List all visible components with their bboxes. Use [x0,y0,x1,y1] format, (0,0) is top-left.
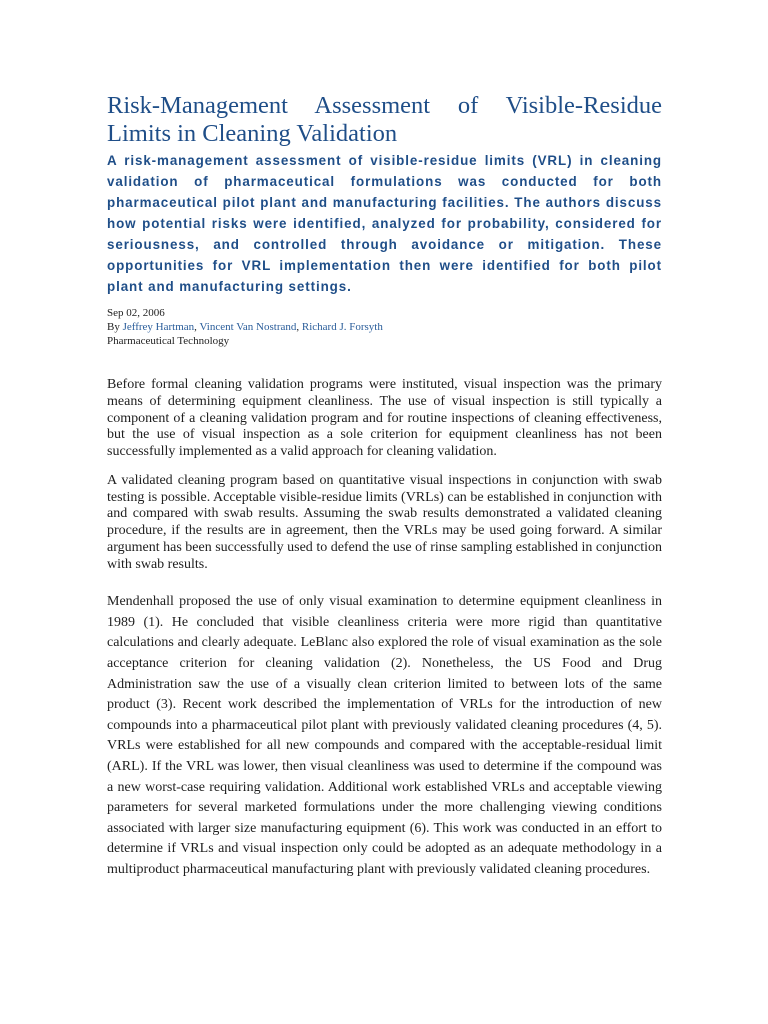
article [107,92,662,881]
body-paragraph: A validated cleaning program based on quantitative visual inspections in conjunction with swab testing is possible. Acceptable visible-residue limits (VRLs) can be established in conjunction with and compared with swab results. Assuming the swab results demonstrated a validated cleaning procedure, if the results are in agreement, then the VRLs may be used going forward. A similar argument has been successfully used to defend the use of rinse sampling established in conjunction with swab results. [107,472,662,572]
author-link[interactable]: Richard J. Forsyth [301,321,383,333]
article-title: Risk-Management Assessment of Visible-Residue Limits in Cleaning Validation [107,92,662,147]
author-separator: , [296,321,302,333]
author-link[interactable]: Jeffrey Hartman [122,321,195,333]
publish-date: Sep 02, 2006 [107,307,165,319]
author-link[interactable]: Vincent Van Nostrand [199,321,297,333]
publication-name: Pharmaceutical Technology [107,335,230,347]
byline [107,320,662,334]
body-paragraph: Before formal cleaning validation programs were instituted, visual inspection was the primary means of determining equipment cleanliness. The use of visual inspection is still typically a component of a cleaning validation program and for routine inspections of cleaning effectiveness, but the use of visual inspection as a sole criterion for equipment cleanliness has not been successfully implemented as a valid approach for cleaning validation. [107,377,662,460]
article-meta [107,306,662,348]
byline-label: By [107,321,123,333]
author-separator: , [194,321,200,333]
article-summary: A risk-management assessment of visible-residue limits (VRL) in cleaning validation of pharmaceutical formulations was conducted for both pharmaceutical pilot plant and manufacturing facilities. The authors discuss how potential risks were identified, analyzed for probability, considered for seriousness, and controlled through avoidance or mitigation. These opportunities for VRL implementation then were identified for both pilot plant and manufacturing settings. [107,153,662,294]
body-paragraph: Mendenhall proposed the use of only visual examination to determine equipment cleanliness in 1989 (1). He concluded that visible cleanliness criteria were more rigid than quantitative calculations and clearly adequate. LeBlanc also explored the role of visual examination as the sole acceptance criterion for cleaning validation (2). Nonetheless, the US Food and Drug Administration saw the use of a visually clean criterion limited to between lots of the same product (3). Recent work described the implementation of VRLs for the introduction of new compounds into a pharmaceutical pilot plant with previously validated cleaning procedures (4, 5). VRLs were established for all new compounds and compared with the acceptable-residual limit (ARL). If the VRL was lower, then visual cleanliness was used to determine if the compound was a new worst-case requiring validation. Additional work established VRLs and acceptable viewing parameters for several marketed formulations under the more challenging viewing conditions associated with larger size manufacturing equipment (6). This work was conducted in an effort to determine if VRLs and visual inspection only could be adopted as an adequate methodology in a multiproduct pharmaceutical manufacturing plant with previously validated cleaning procedures. [107,594,662,877]
